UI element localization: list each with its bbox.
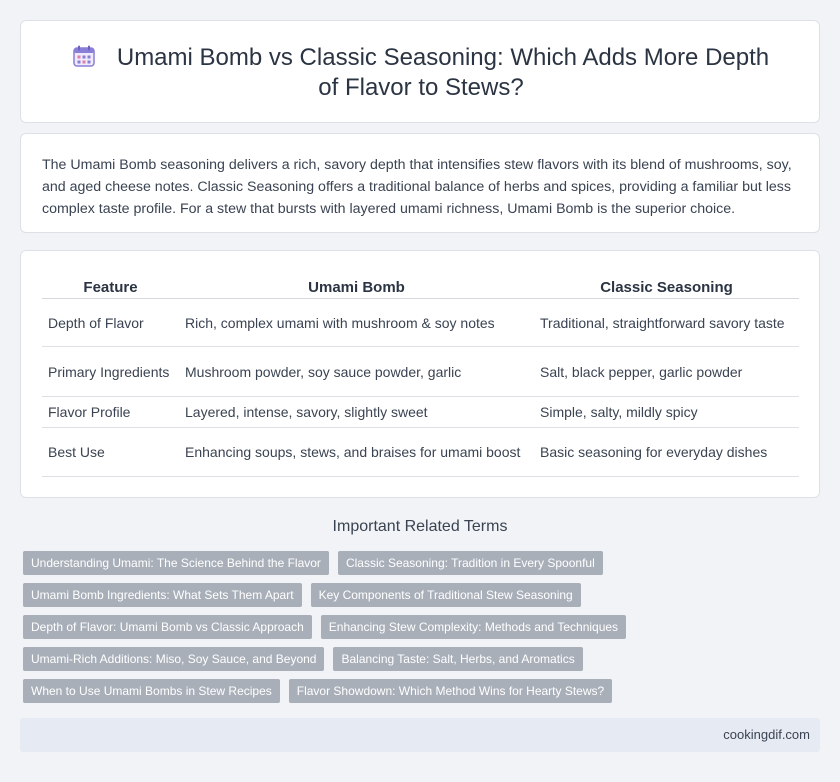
table-header-row [42, 276, 799, 299]
table-cell: Traditional, straightforward savory taste [534, 299, 799, 347]
related-terms-heading: Important Related Terms [332, 518, 508, 535]
related-term-tag[interactable]: When to Use Umami Bombs in Stew Recipes [23, 679, 280, 703]
table-row [42, 397, 799, 428]
footer-site-link[interactable]: cookingdif.com [723, 727, 810, 742]
table-row [42, 347, 799, 397]
table-cell: Salt, black pepper, garlic powder [534, 347, 799, 397]
related-term-tag[interactable]: Classic Seasoning: Tradition in Every Spoonful [338, 551, 603, 575]
table-cell: Depth of Flavor [42, 299, 179, 347]
related-term-tag[interactable]: Flavor Showdown: Which Method Wins for Hearty Stews? [289, 679, 612, 703]
related-term-tag[interactable]: Balancing Taste: Salt, Herbs, and Aromatics [333, 647, 582, 671]
footer-bar [20, 718, 820, 752]
table-cell: Basic seasoning for everyday dishes [534, 428, 799, 477]
related-term-tag[interactable]: Umami-Rich Additions: Miso, Soy Sauce, and Beyond [23, 647, 324, 671]
summary-card [20, 133, 820, 233]
related-term-tag[interactable]: Depth of Flavor: Umami Bomb vs Classic Approach [23, 615, 312, 639]
page-title [61, 43, 781, 103]
table-cell: Mushroom powder, soy sauce powder, garlic [179, 347, 534, 397]
comparison-table-card [20, 250, 820, 498]
table-row [42, 428, 799, 477]
table-cell: Primary Ingredients [42, 347, 179, 397]
related-term-tag[interactable]: Umami Bomb Ingredients: What Sets Them Apart [23, 583, 302, 607]
related-terms-list [23, 551, 823, 711]
table-cell: Rich, complex umami with mushroom & soy notes [179, 299, 534, 347]
related-term-tag[interactable]: Enhancing Stew Complexity: Methods and Techniques [321, 615, 626, 639]
calendar-grid-icon [73, 45, 95, 67]
table-cell: Flavor Profile [42, 397, 179, 428]
comparison-table [42, 276, 799, 477]
column-header-classic-seasoning: Classic Seasoning [534, 276, 799, 299]
table-cell: Simple, salty, mildly spicy [534, 397, 799, 428]
column-header-feature: Feature [42, 276, 179, 299]
summary-paragraph: The Umami Bomb seasoning delivers a rich, savory depth that intensifies stew flavors with its blend of mushrooms, soy, and aged cheese notes. Classic Seasoning offers a traditional balance of herbs and spices, providing a familiar but less complex taste profile. For a stew that bursts with layered umami richness, Umami Bomb is the superior choice. [42, 157, 792, 217]
related-term-tag[interactable]: Understanding Umami: The Science Behind the Flavor [23, 551, 329, 575]
page-title-text: Umami Bomb vs Classic Seasoning: Which Adds More Depth of Flavor to Stews? [116, 43, 770, 101]
table-cell: Best Use [42, 428, 179, 477]
table-cell: Enhancing soups, stews, and braises for umami boost [179, 428, 534, 477]
column-header-umami-bomb: Umami Bomb [179, 276, 534, 299]
title-card [20, 20, 820, 123]
related-term-tag[interactable]: Key Components of Traditional Stew Seasoning [311, 583, 581, 607]
table-row [42, 299, 799, 347]
table-cell: Layered, intense, savory, slightly sweet [179, 397, 534, 428]
